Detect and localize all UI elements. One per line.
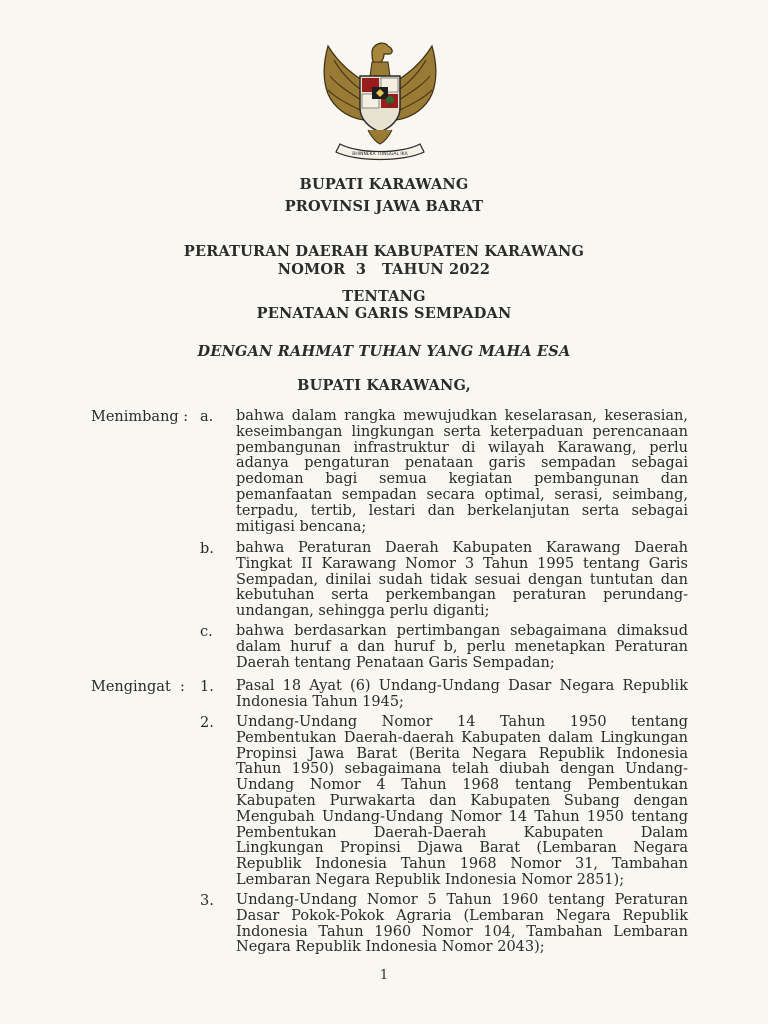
text-line: Republik Indonesia Tahun 1968 Nomor 31, Tambahan [236, 856, 688, 873]
text-line: adanya pengaturan penataan garis sempadan sebagai [236, 455, 688, 472]
regulation-title: PERATURAN DAERAH KABUPATEN KARAWANG [183, 243, 585, 260]
page-number: 1 [379, 968, 389, 983]
text-line: Undang-Undang Nomor 14 Tahun 1950 tentang [236, 714, 688, 730]
text-line: Indonesia Tahun 1945; [236, 693, 404, 710]
text-line: Mengubah Undang-Undang Nomor 14 Tahun 1950 tentang [236, 808, 688, 825]
mengingat-marker-1: 1. [200, 679, 214, 695]
text-line: Dasar Pokok-Pokok Agraria (Lembaran Negara Republik [236, 907, 688, 924]
text-line: undangan, sehingga perlu diganti; [236, 603, 490, 620]
text-line: Negara Republik Indonesia Nomor 2043); [236, 939, 545, 956]
text-line: pedoman bagi semua kegiatan pembangunan dan [236, 471, 688, 488]
mengingat-item-3 [236, 893, 688, 956]
text-line: bahwa dalam rangka mewujudkan keselarasan, keserasian, [236, 408, 688, 424]
mengingat-marker-2: 2. [200, 715, 214, 731]
menimbang-marker-a: a. [200, 409, 214, 425]
text-line: terpadu, tertib, lestari dan berkelanjutan serta sebagai [236, 502, 688, 519]
text-line: Tingkat II Karawang Nomor 3 Tahun 1995 tentang Garis [236, 555, 688, 572]
about-label: TENTANG [342, 288, 426, 305]
text-line: bahwa berdasarkan pertimbangan sebagaimana dimaksud [236, 623, 688, 639]
text-line: Kabupaten Purwakarta dan Kabupaten Subang dengan [236, 792, 688, 809]
text-line: Propinsi Jawa Barat (Berita Negara Republik Indonesia [236, 745, 688, 762]
text-line: Undang-Undang Nomor 5 Tahun 1960 tentang Peraturan [236, 892, 688, 908]
issuer-line: BUPATI KARAWANG, [297, 377, 471, 394]
text-line: Pasal 18 Ayat (6) Undang-Undang Dasar Negara Republik [236, 678, 688, 694]
menimbang-marker-c: c. [200, 624, 213, 640]
text-line: pemanfaatan sempadan secara optimal, serasi, seimbang, [236, 486, 688, 503]
text-line: Tahun 1950) sebagaimana telah diubah dengan Undang- [236, 761, 688, 778]
text-line: Lembaran Negara Republik Indonesia Nomor 2851); [236, 871, 625, 888]
text-line: Sempadan, dinilai sudah tidak sesuai dengan tuntutan dan [236, 571, 688, 588]
text-line: Undang Nomor 4 Tahun 1968 tentang Pembentukan [236, 777, 688, 794]
svg-text:BHINNEKA TUNGGAL IKA: BHINNEKA TUNGGAL IKA [352, 152, 408, 157]
province-title: PROVINSI JAWA BARAT [284, 198, 484, 215]
menimbang-item-c [236, 624, 688, 671]
mengingat-label: Mengingat : [91, 679, 185, 695]
text-line: kebutuhan serta perkembangan peraturan perundang- [236, 587, 688, 604]
text-line: pembangunan infrastruktur di wilayah Karawang, perlu [236, 439, 688, 456]
garuda-emblem-icon [314, 32, 446, 164]
regulation-number: NOMOR 3 TAHUN 2022 [277, 261, 491, 278]
text-line: dalam huruf a dan huruf b, perlu menetapkan Peraturan [236, 638, 688, 655]
text-line: keseimbangan lingkungan serta keterpaduan perencanaan [236, 423, 688, 440]
menimbang-item-b [236, 541, 688, 620]
mengingat-item-1 [236, 679, 688, 711]
text-line: Lingkungan Propinsi Djawa Barat (Lembaran Negara [236, 840, 688, 857]
about-subject: PENATAAN GARIS SEMPADAN [256, 305, 512, 322]
text-line: Pembentukan Daerah-Daerah Kabupaten Dalam [236, 824, 688, 841]
menimbang-label: Menimbang : [91, 409, 189, 425]
text-line: Daerah tentang Penataan Garis Sempadan; [236, 654, 555, 671]
menimbang-marker-b: b. [200, 541, 214, 557]
menimbang-item-a [236, 409, 688, 535]
mengingat-marker-3: 3. [200, 893, 214, 909]
text-line: Pembentukan Daerah-daerah Kabupaten dalam Lingkungan [236, 729, 688, 746]
text-line: bahwa Peraturan Daerah Kabupaten Karawang Daerah [236, 540, 688, 556]
regent-title: BUPATI KARAWANG [299, 176, 469, 193]
text-line: mitigasi bencana; [236, 518, 367, 535]
mengingat-item-2 [236, 715, 688, 889]
text-line: Indonesia Tahun 1960 Nomor 104, Tambahan Lembaran [236, 923, 688, 940]
blessing-line: DENGAN RAHMAT TUHAN YANG MAHA ESA [197, 343, 571, 360]
